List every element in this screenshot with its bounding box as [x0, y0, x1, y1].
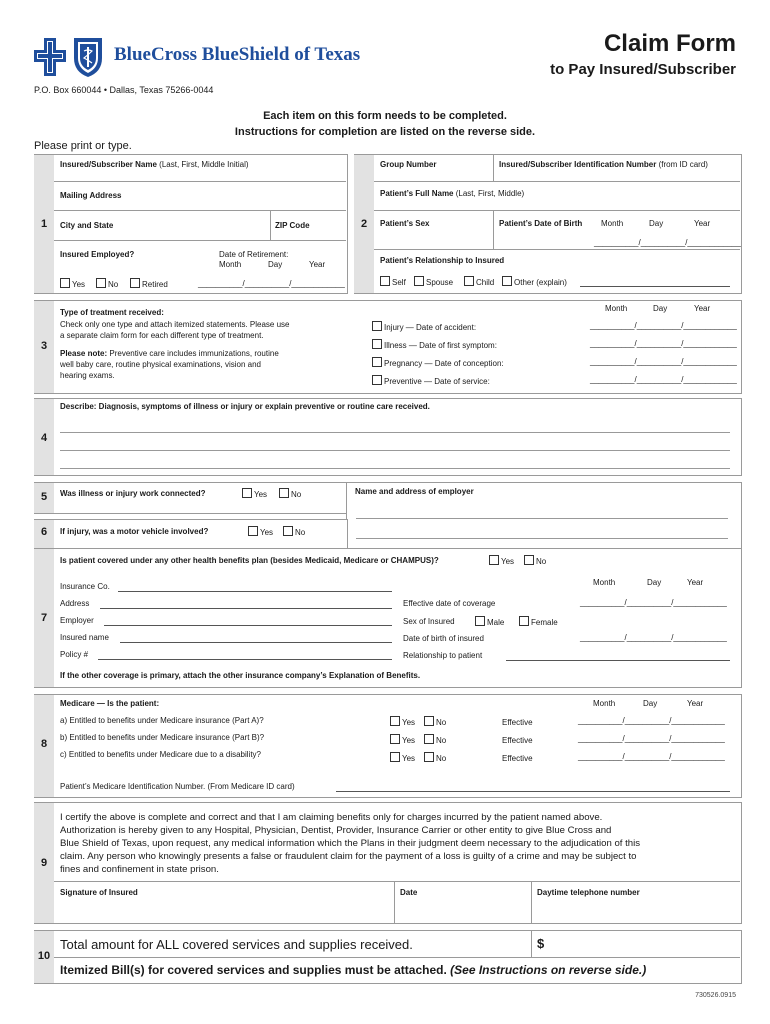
- s8-year: Year: [687, 699, 704, 708]
- relationship-patient-label: Relationship to patient: [403, 651, 483, 660]
- describe-line-3[interactable]: [60, 468, 730, 469]
- instruction-line-2: Instructions for completion are listed on the reverse side.: [234, 126, 536, 138]
- injury-date[interactable]: __________/__________/____________: [590, 321, 737, 330]
- medicare-c-no[interactable]: No: [424, 752, 446, 763]
- group-number-label: Group Number: [380, 160, 437, 169]
- subscriber-id-label: Insured/Subscriber Identification Number (from ID card): [499, 160, 708, 169]
- medicare-id-line[interactable]: [336, 791, 730, 792]
- itemized-bill-note: Itemized Bill(s) for covered services and supplies must be attached. (See Instructions on reverse side.): [60, 963, 647, 977]
- primary-coverage-note: If the other coverage is primary, attach the other insurance company’s Explanation of Benefits.: [60, 671, 421, 680]
- checkbox[interactable]: [380, 276, 390, 286]
- checkbox[interactable]: [372, 375, 382, 385]
- medicare-heading: Medicare — Is the patient:: [60, 699, 160, 708]
- rel-spouse[interactable]: Spouse: [414, 276, 453, 287]
- rel-other-line[interactable]: [580, 286, 730, 287]
- patient-dob-field[interactable]: __________/__________/____________: [594, 238, 741, 247]
- coverage-yes[interactable]: Yes: [489, 555, 514, 566]
- phone-label: Daytime telephone number: [537, 888, 640, 897]
- s7-employer-line[interactable]: [104, 625, 392, 626]
- section-7: [34, 548, 742, 688]
- opt-pregnancy[interactable]: Pregnancy — Date of conception:: [372, 357, 504, 368]
- signature-field[interactable]: [58, 898, 390, 920]
- medicare-c-effective: Effective: [502, 754, 533, 763]
- sex-male[interactable]: Male: [475, 616, 504, 627]
- checkbox[interactable]: [390, 716, 400, 726]
- section-1-number: 1: [40, 218, 48, 230]
- checkbox[interactable]: [372, 357, 382, 367]
- form-title: Claim Form: [603, 30, 736, 57]
- s7-employer-label: Employer: [60, 616, 94, 625]
- insurance-co-line[interactable]: [118, 591, 392, 592]
- section-3-number: 3: [40, 340, 48, 352]
- note-line-3: hearing exams.: [60, 371, 115, 380]
- describe-label: Describe: Diagnosis, symptoms of illness or injury or explain preventive or routine care received.: [60, 402, 430, 411]
- signature-label: Signature of Insured: [60, 888, 138, 897]
- section-10-number: 10: [37, 950, 51, 962]
- medicare-c-label: c) Entitled to benefits under Medicare due to a disability?: [60, 750, 262, 759]
- s8-month: Month: [593, 699, 616, 708]
- rel-other[interactable]: Other (explain): [502, 276, 567, 287]
- retire-month: Month: [219, 260, 242, 269]
- sex-insured-label: Sex of Insured: [403, 617, 455, 626]
- medicare-b-date[interactable]: __________/__________/____________: [578, 734, 725, 743]
- medicare-a-label: a) Entitled to benefits under Medicare insurance (Part A)?: [60, 716, 264, 725]
- insured-name-label-s7: Insured name: [60, 633, 109, 642]
- section-9-number: 9: [40, 857, 48, 869]
- medicare-b-yes[interactable]: Yes: [390, 734, 415, 745]
- retire-day: Day: [268, 260, 283, 269]
- policy-label: Policy #: [60, 650, 89, 659]
- cross-icon: [34, 38, 66, 76]
- checkbox[interactable]: [489, 555, 499, 565]
- medicare-c-date[interactable]: __________/__________/____________: [578, 752, 725, 761]
- policy-line[interactable]: [98, 659, 392, 660]
- medicare-b-effective: Effective: [502, 736, 533, 745]
- relationship-patient-line[interactable]: [506, 660, 730, 661]
- section-6-number: 6: [40, 526, 48, 538]
- checkbox[interactable]: [464, 276, 474, 286]
- rel-child[interactable]: Child: [464, 276, 494, 287]
- sex-female[interactable]: Female: [519, 616, 558, 627]
- medicare-b-no[interactable]: No: [424, 734, 446, 745]
- insurance-co-label: Insurance Co.: [60, 582, 110, 591]
- patient-dob-label: Patient’s Date of Birth: [499, 219, 583, 228]
- section-5-number: 5: [40, 491, 48, 503]
- checkbox[interactable]: [502, 276, 512, 286]
- employed-retired[interactable]: Retired: [130, 278, 168, 289]
- medicare-a-date[interactable]: __________/__________/____________: [578, 716, 725, 725]
- describe-line-1[interactable]: [60, 432, 730, 433]
- checkbox[interactable]: [283, 526, 293, 536]
- medicare-c-yes[interactable]: Yes: [390, 752, 415, 763]
- checkbox[interactable]: [248, 526, 258, 536]
- patient-sex-label: Patient’s Sex: [380, 219, 430, 228]
- retire-year: Year: [309, 260, 326, 269]
- dob-insured-date[interactable]: __________/__________/____________: [580, 633, 727, 642]
- medicare-id-label: Patient’s Medicare Identification Number. (From Medicare ID card): [60, 782, 295, 791]
- work-yes[interactable]: Yes: [242, 488, 267, 499]
- date-label: Date: [400, 888, 418, 897]
- print-note: Please print or type.: [34, 140, 132, 152]
- section-7-number: 7: [40, 612, 48, 624]
- insured-name-label: Insured/Subscriber Name (Last, First, Middle Initial): [60, 160, 249, 169]
- treatment-line-2: a separate claim form for each different type of treatment.: [60, 331, 264, 340]
- instruction-line-1: Each item on this form needs to be completed.: [263, 110, 507, 122]
- opt-illness[interactable]: Illness — Date of first symptom:: [372, 339, 497, 350]
- effective-coverage-date[interactable]: __________/__________/____________: [580, 598, 727, 607]
- rel-self[interactable]: Self: [380, 276, 406, 287]
- checkbox[interactable]: [279, 488, 289, 498]
- opt-injury[interactable]: Injury — Date of accident:: [372, 321, 476, 332]
- checkbox[interactable]: [60, 278, 70, 288]
- mailing-address-label: Mailing Address: [60, 191, 122, 200]
- employer-line-2[interactable]: [356, 538, 728, 539]
- checkbox[interactable]: [372, 321, 382, 331]
- city-state-label: City and State: [60, 221, 114, 230]
- section-8-number: 8: [40, 738, 48, 750]
- dob-day: Day: [649, 219, 664, 228]
- form-subtitle: to Pay Insured/Subscriber: [550, 61, 736, 78]
- section-2-number: 2: [360, 218, 368, 230]
- treatment-line-1: Check only one type and attach itemized statements. Please use: [60, 320, 290, 329]
- medicare-a-no[interactable]: No: [424, 716, 446, 727]
- certification-text: I certify the above is complete and correct and that I am claiming benefits only for charges incurred by the patient named above. Authorization is hereby given to any Hospital, Physician, Dentist, Provider, Insurance Carrier or other entity to give Blue Cross and Blue Shield of Texas, upon request, any medical information which the Plans in their judgment deem necessary to the adjudication of this claim. Any person who knowingly presents a false or fraudulent claim for the payment of a loss is guilty of a crime and may be subject to fines and confinement in state prison.: [60, 812, 641, 875]
- note-line-1: Please note: Preventive care includes immunizations, routine: [60, 349, 279, 358]
- preventive-date[interactable]: __________/__________/____________: [590, 375, 737, 384]
- s7-address-line[interactable]: [100, 608, 392, 609]
- phone-field[interactable]: [535, 898, 735, 920]
- total-amount-label: Total amount for ALL covered services and supplies received.: [60, 937, 413, 952]
- work-connected-label: Was illness or injury work connected?: [60, 489, 206, 498]
- s8-day: Day: [643, 699, 658, 708]
- s7-year: Year: [687, 578, 704, 587]
- section-4-number: 4: [40, 432, 48, 444]
- coverage-no[interactable]: No: [524, 555, 546, 566]
- work-no[interactable]: No: [279, 488, 301, 499]
- patient-full-name-label: Patient’s Full Name (Last, First, Middle): [380, 189, 525, 198]
- medicare-b-label: b) Entitled to benefits under Medicare insurance (Part B)?: [60, 733, 265, 742]
- checkbox[interactable]: [424, 734, 434, 744]
- opt-preventive[interactable]: Preventive — Date of service:: [372, 375, 490, 386]
- checkbox[interactable]: [414, 276, 424, 286]
- s3-day: Day: [653, 304, 668, 313]
- checkbox[interactable]: [424, 716, 434, 726]
- motor-vehicle-label: If injury, was a motor vehicle involved?: [60, 527, 209, 536]
- describe-line-2[interactable]: [60, 450, 730, 451]
- employer-label: Name and address of employer: [355, 487, 474, 496]
- other-coverage-question: Is patient covered under any other health benefits plan (besides Medicaid, Medicare or CHAMPUS)?: [60, 556, 439, 565]
- mailing-address: P.O. Box 660044 • Dallas, Texas 75266-0044: [34, 85, 214, 95]
- pregnancy-date[interactable]: __________/__________/____________: [590, 357, 737, 366]
- effective-coverage-label: Effective date of coverage: [403, 599, 496, 608]
- insured-name-line[interactable]: [120, 642, 392, 643]
- relationship-label: Patient’s Relationship to Insured: [380, 256, 505, 265]
- retirement-date-label: Date of Retirement:: [219, 250, 289, 259]
- s3-month: Month: [605, 304, 628, 313]
- shield-icon: [74, 38, 102, 77]
- checkbox[interactable]: [390, 752, 400, 762]
- checkbox[interactable]: [372, 339, 382, 349]
- checkbox[interactable]: [424, 752, 434, 762]
- s7-month: Month: [593, 578, 616, 587]
- dob-month: Month: [601, 219, 624, 228]
- retire-date-field[interactable]: __________/__________/____________: [198, 279, 345, 288]
- zip-label: ZIP Code: [275, 221, 310, 230]
- vehicle-yes[interactable]: Yes: [248, 526, 273, 537]
- checkbox[interactable]: [475, 616, 485, 626]
- brand-name: BlueCross BlueShield of Texas: [114, 44, 361, 65]
- employer-line-1[interactable]: [356, 518, 728, 519]
- checkbox[interactable]: [96, 278, 106, 288]
- dob-insured-label: Date of birth of insured: [403, 634, 484, 643]
- checkbox[interactable]: [130, 278, 140, 288]
- medicare-a-yes[interactable]: Yes: [390, 716, 415, 727]
- checkbox[interactable]: [390, 734, 400, 744]
- checkbox[interactable]: [242, 488, 252, 498]
- employed-no[interactable]: No: [96, 278, 118, 289]
- illness-date[interactable]: __________/__________/____________: [590, 339, 737, 348]
- dollar-sign: $: [537, 936, 545, 951]
- note-line-2: well baby care, routine physical examinations, vision and: [60, 360, 261, 369]
- date-field[interactable]: [398, 898, 526, 920]
- checkbox[interactable]: [519, 616, 529, 626]
- total-amount-field[interactable]: [550, 933, 736, 955]
- vehicle-no[interactable]: No: [283, 526, 305, 537]
- treatment-type-label: Type of treatment received:: [60, 308, 164, 317]
- medicare-a-effective: Effective: [502, 718, 533, 727]
- dob-year: Year: [694, 219, 711, 228]
- checkbox[interactable]: [524, 555, 534, 565]
- employed-yes[interactable]: Yes: [60, 278, 85, 289]
- s7-address-label: Address: [60, 599, 90, 608]
- s3-year: Year: [694, 304, 711, 313]
- form-code: 730526.0915: [695, 992, 736, 999]
- insured-employed-label: Insured Employed?: [60, 250, 135, 259]
- s7-day: Day: [647, 578, 662, 587]
